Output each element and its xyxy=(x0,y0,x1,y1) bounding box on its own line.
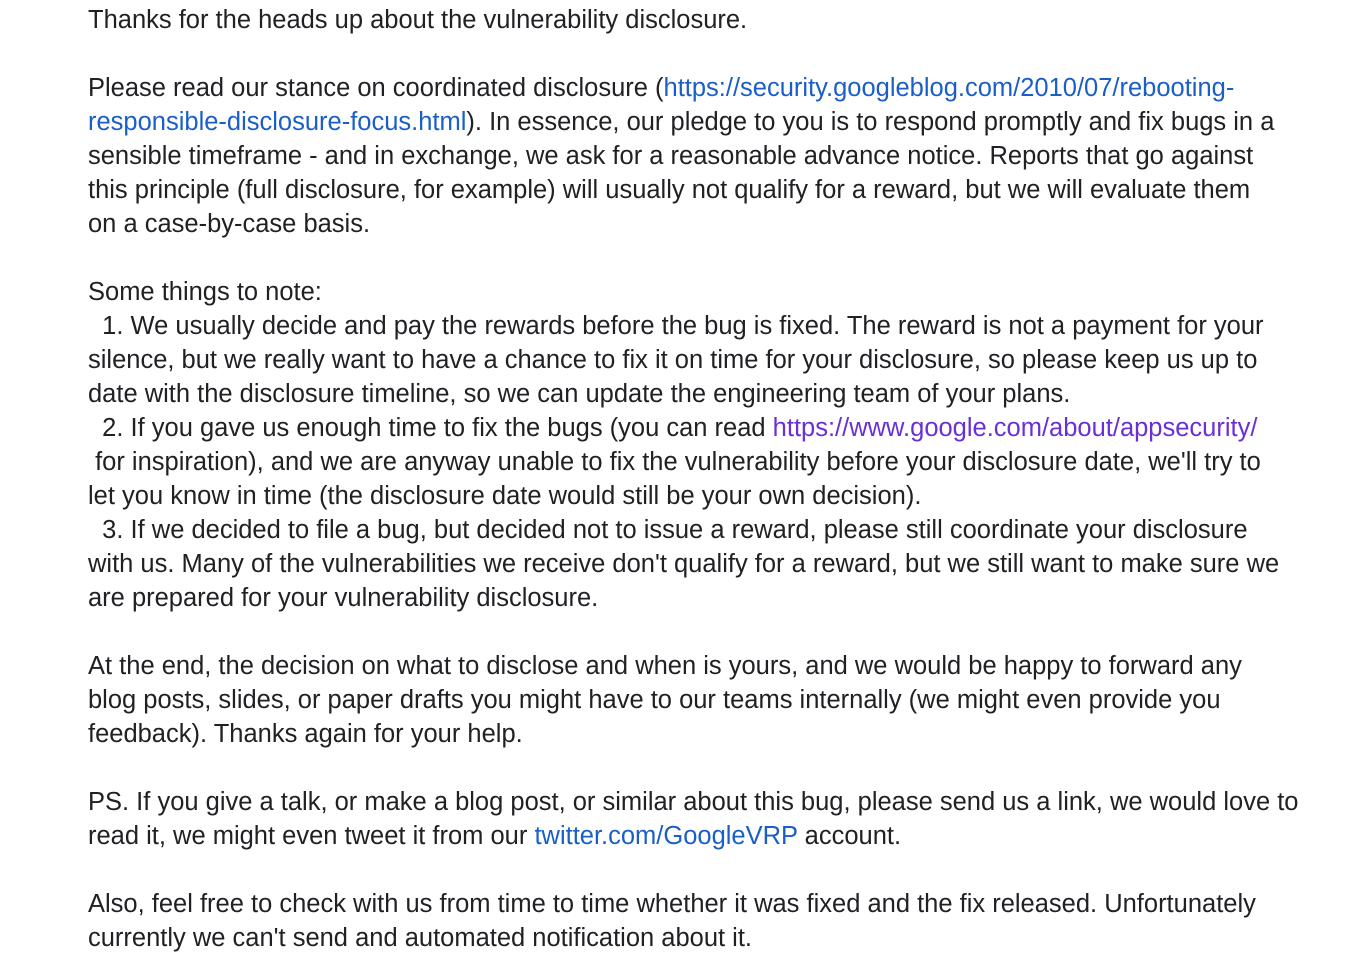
notes-heading: Some things to note: xyxy=(88,278,322,306)
ps-text: read it, we might even tweet it from our xyxy=(88,822,535,850)
paragraph-spacer xyxy=(88,37,1358,71)
note-3-line-1: 3. If we decided to file a bug, but decided not to issue a reward, please still coordinate your disclosure xyxy=(88,516,1248,544)
stance-line-2 xyxy=(88,105,1358,139)
paragraph-spacer xyxy=(88,751,1358,785)
note-3-line-3: are prepared for your vulnerability disclosure. xyxy=(88,584,599,612)
googleblog-link-part-2[interactable]: responsible-disclosure-focus.html xyxy=(88,108,467,136)
email-message-body xyxy=(88,3,1358,955)
greeting-text: Thanks for the heads up about the vulnerability disclosure. xyxy=(88,6,748,34)
also-line-2: currently we can't send and automated notification about it. xyxy=(88,924,753,952)
ps-line-2 xyxy=(88,819,1358,853)
paragraph-spacer xyxy=(88,853,1358,887)
ps-line-1: PS. If you give a talk, or make a blog post, or similar about this bug, please send us a link, we would love to xyxy=(88,788,1299,816)
stance-text: ). In essence, our pledge to you is to respond promptly and fix bugs in a xyxy=(466,108,1275,136)
googleblog-link-part-1[interactable]: https://security.googleblog.com/2010/07/rebooting- xyxy=(663,74,1235,102)
note-1-line-3: date with the disclosure timeline, so we can update the engineering team of your plans. xyxy=(88,380,1071,408)
also-line-1: Also, feel free to check with us from time to time whether it was fixed and the fix released. Unfortunately xyxy=(88,890,1256,918)
paragraph-spacer xyxy=(88,241,1358,275)
stance-line-5: on a case-by-case basis. xyxy=(88,210,371,238)
stance-text: Please read our stance on coordinated disclosure ( xyxy=(88,74,664,102)
note-1-line-1: 1. We usually decide and pay the rewards before the bug is fixed. The reward is not a payment for your xyxy=(88,312,1264,340)
paragraph-spacer xyxy=(88,615,1358,649)
closing-line-2: blog posts, slides, or paper drafts you might have to our teams internally (we might even provide you xyxy=(88,686,1221,714)
note-3-line-2: with us. Many of the vulnerabilities we receive don't qualify for a reward, but we still want to make sure we xyxy=(88,550,1280,578)
closing-line-1: At the end, the decision on what to disclose and when is yours, and we would be happy to forward any xyxy=(88,652,1242,680)
stance-line-4: this principle (full disclosure, for example) will usually not qualify for a reward, but we will evaluate them xyxy=(88,176,1251,204)
stance-line-3: sensible timeframe - and in exchange, we ask for a reasonable advance notice. Reports that go against xyxy=(88,142,1254,170)
ps-text: account. xyxy=(797,822,902,850)
note-2-line-3: let you know in time (the disclosure date would still be your own decision). xyxy=(88,482,922,510)
note-2-line-1 xyxy=(88,411,1358,445)
note-2-text: 2. If you gave us enough time to fix the bugs (you can read xyxy=(88,414,773,442)
closing-line-3: feedback). Thanks again for your help. xyxy=(88,720,523,748)
note-1-line-2: silence, but we really want to have a chance to fix it on time for your disclosure, so please keep us up to xyxy=(88,346,1258,374)
appsecurity-link[interactable]: https://www.google.com/about/appsecurity/ xyxy=(772,414,1258,442)
twitter-googlevrp-link[interactable]: twitter.com/GoogleVRP xyxy=(534,822,798,850)
note-2-line-2: for inspiration), and we are anyway unable to fix the vulnerability before your disclosure date, we'll try to xyxy=(88,448,1261,476)
stance-line-1 xyxy=(88,71,1358,105)
